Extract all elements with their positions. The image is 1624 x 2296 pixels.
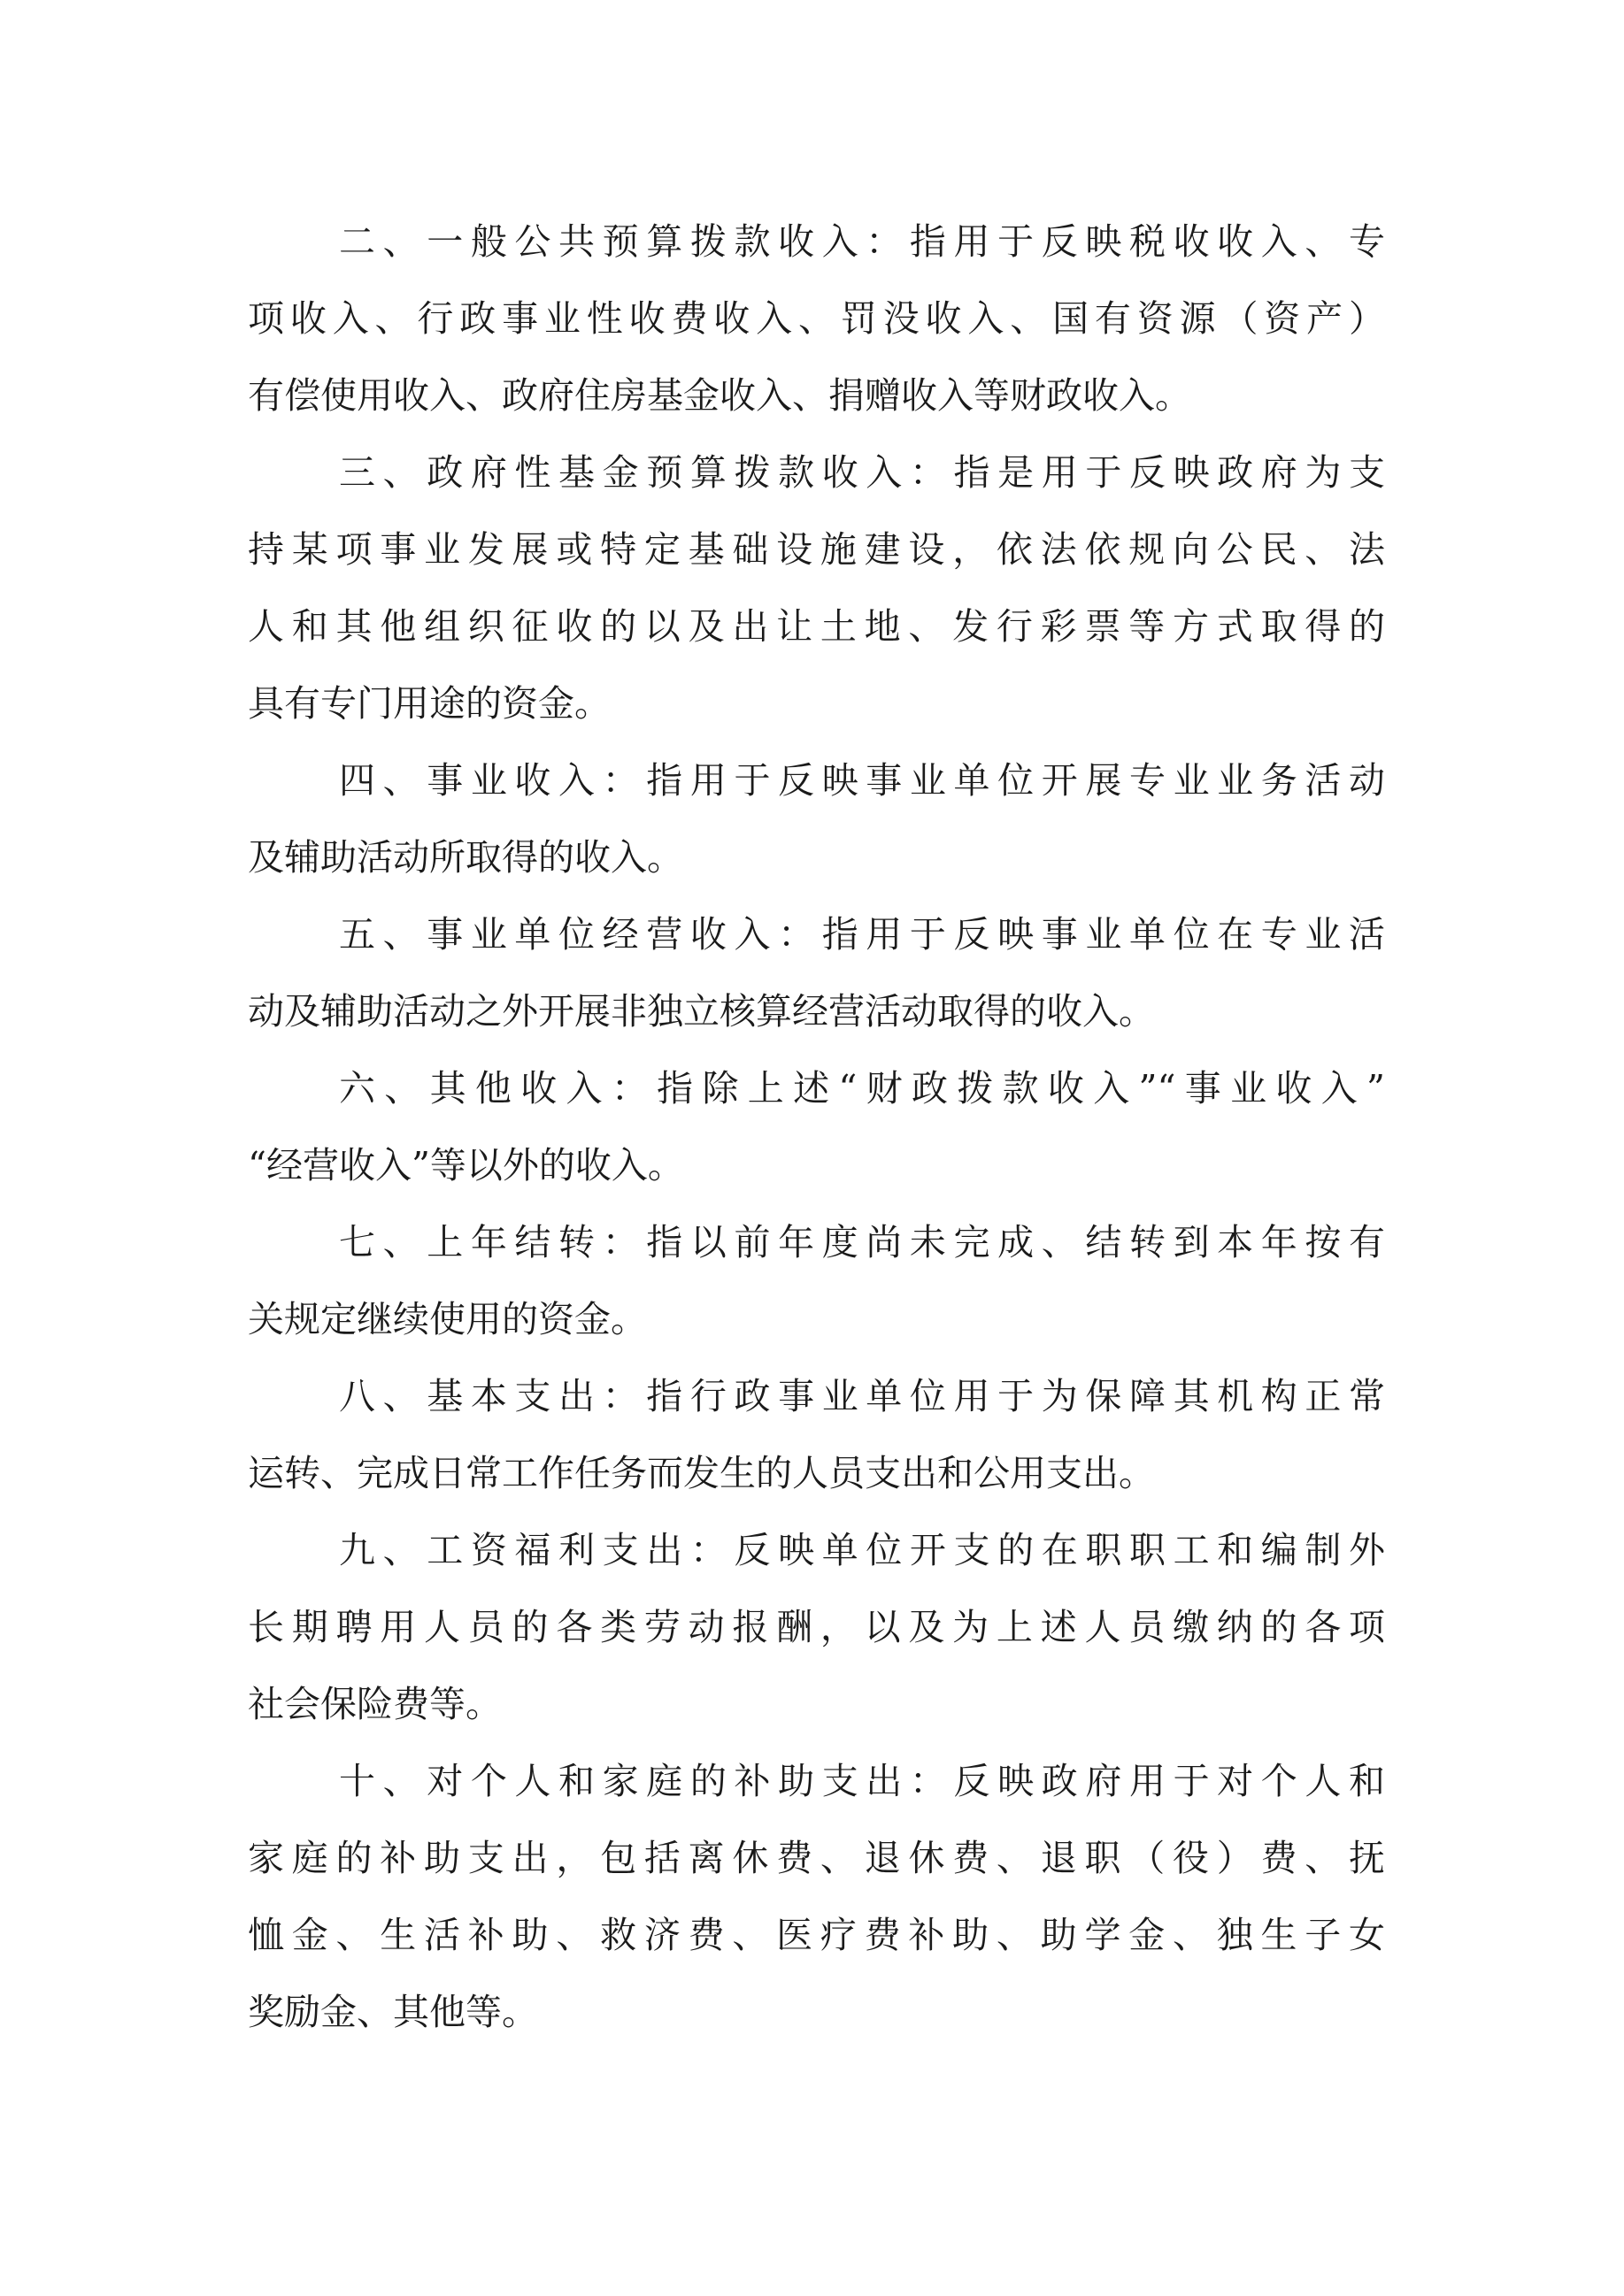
paragraph-line: 九、工资福利支出：反映单位开支的在职职工和编制外 [339,1529,1385,1571]
paragraph-line: 二、一般公共预算拨款收入：指用于反映税收收入、专 [339,220,1385,263]
paragraph-line: 有偿使用收入、政府住房基金收入、捐赠收入等财政收入。 [248,374,1191,417]
paragraph-line: 八、基本支出：指行政事业单位用于为保障其机构正常 [339,1375,1385,1417]
paragraph-line: 四、事业收入：指用于反映事业单位开展专业业务活动 [339,759,1385,802]
paragraph-line: 长期聘用人员的各类劳动报酬，以及为上述人员缴纳的各项 [248,1606,1385,1648]
paragraph-line: 具有专门用途的资金。 [248,682,611,725]
paragraph-line: 运转、完成日常工作任务而发生的人员支出和公用支出。 [248,1452,1155,1494]
paragraph-line: 动及辅助活动之外开展非独立核算经营活动取得的收入。 [248,990,1155,1033]
paragraph-line: 奖励金、其他等。 [248,1991,538,2033]
paragraph-line: 关规定继续使用的资金。 [248,1298,647,1340]
paragraph-line: 十、对个人和家庭的补助支出：反映政府用于对个人和 [339,1760,1385,1802]
paragraph-line: “经营收入”等以外的收入。 [248,1144,684,1186]
paragraph-line: 五、事业单位经营收入：指用于反映事业单位在专业活 [339,913,1385,956]
paragraph-line: 家庭的补助支出，包括离休费、退休费、退职（役）费、抚 [248,1837,1385,1879]
paragraph-line: 恤金、生活补助、救济费、医疗费补助、助学金、独生子女 [248,1914,1385,1956]
paragraph-line: 六、其他收入：指除上述“财政拨款收入”“事业收入” [339,1067,1385,1110]
paragraph-line: 七、上年结转：指以前年度尚未完成、结转到本年按有 [339,1221,1385,1263]
paragraph-line: 三、政府性基金预算拨款收入：指是用于反映政府为支 [339,451,1385,494]
paragraph-line: 社会保险费等。 [248,1683,502,1725]
paragraph-line: 项收入、行政事业性收费收入、罚没收入、国有资源（资产） [248,297,1385,340]
paragraph-line: 人和其他组织征收的以及出让土地、发行彩票等方式取得的 [248,605,1385,648]
paragraph-line: 持某项事业发展或特定基础设施建设，依法依规向公民、法 [248,528,1385,571]
paragraph-line: 及辅助活动所取得的收入。 [248,836,683,879]
